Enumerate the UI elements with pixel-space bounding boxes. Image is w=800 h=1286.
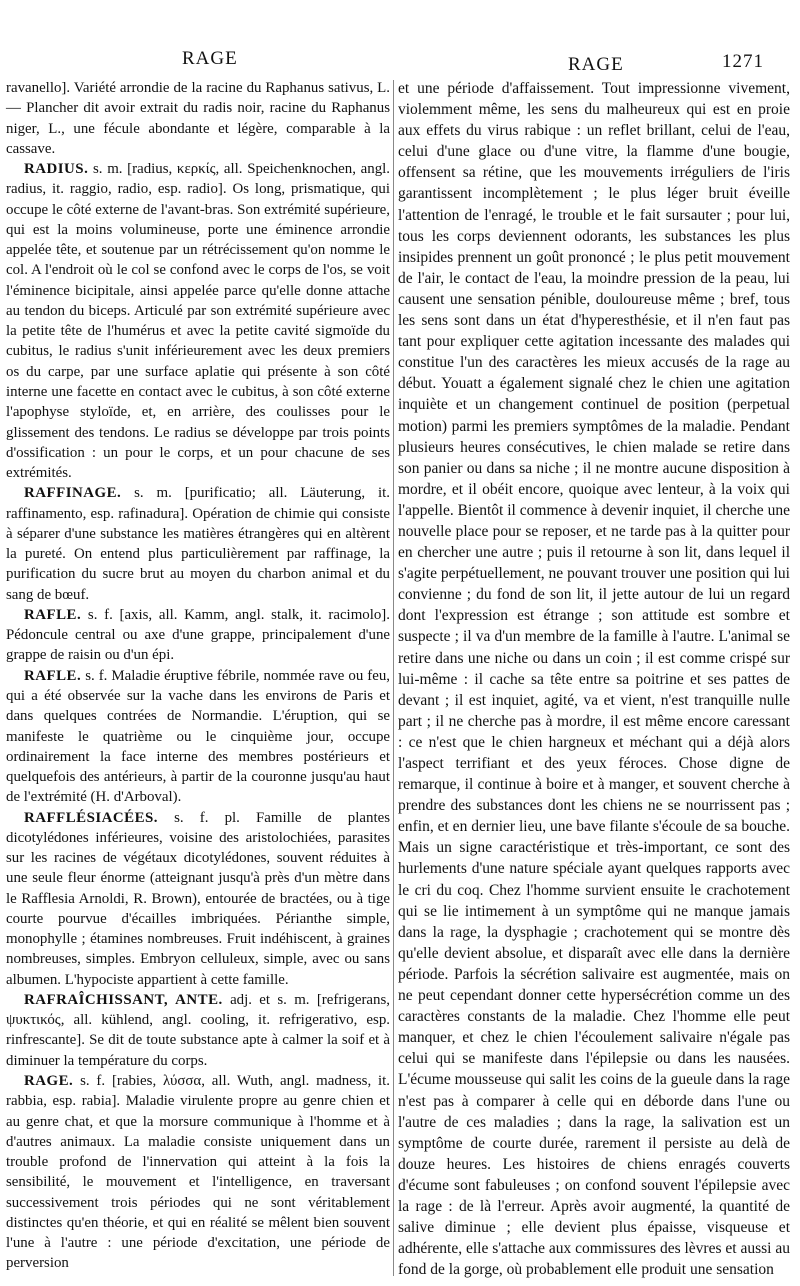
entry: et une période d'affaissement. Tout impressionne vivement, violemment même, les sens du malheureux qui est en proie aux effets du virus rabique : un reflet brillant, celui de l'eau, celui d'une glace ou d'une vitre, la flamme d'une bougie, offensent sa rétine, que les mouvements irréguliers de l'iris garantissent incomplètement ; le plus léger bruit éveille l'attention de l'enragé, le trouble et le fait sursauter ; pour lui, tous les corps deviennent odorants, les substances les plus insipides prennent un goût prononcé ; le plus petit mouvement de l'air, le contact de l'eau, la moindre pression de la peau, lui causent une sensation pénible, douloureuse même ; bref, tous les sens sont dans un état d'hyperesthésie, et il n'en faut pas tant pour expliquer cette agitation incessante des malades qui constitue l'un des caractères les mieux accusés de la rage au début. Youatt a également signalé chez le chien une agitation inquiète et un changement continuel de position (perpetual motion) parmi les premiers symptômes de la maladie. Pendant plusieurs heures consécutives, le chien malade se retire dans son panier ou dans sa niche ; il ne montre aucune disposition à mordre, et il obéit encore, quoique avec lenteur, à la voix qui l'appelle. Bientôt il commence à devenir inquiet, il cherche une nouvelle place pour se reposer, et ne tarde pas à la quitter pour en chercher une autre ; puis il retourne à son lit, dans lequel il s'agite perpétuellement, ne pouvant trouver une position qui lui convienne ; du fond de son lit, il jette autour de lui un regard dont l'expression est étrange ; son attitude est sombre et suspecte ; il va d'un membre de la famille à l'autre. L'animal se retire dans une niche ou dans un coin ; il est comme crispé sur lui-même : il cache sa tête entre sa poitrine et ses pattes de devant ; il est inquiet, agité, va et vient, n'est tranquille nulle part ; il ne cherche pas à mordre, il est même encore caressant : ce n'est que le chien hargneux et méchant qui a déjà alors l'aspect terrifiant et des yeux féroces. Chose digne de remarque, il continue à boire et à manger, et souvent cherche à prendre des substances dont les chiens ne se nourrissent pas ; enfin, et en dernier lieu, une bave filante s'écoule de sa bouche. Mais un signe caractéristique et très-important, ce sont des hurlements d'une nature spéciale ayant quelques rapports avec le cri du coq. Chez l'homme survient ensuite le crachotement qui se lie intimement à un symptôme qui ne manque jamais dans la rage, la dysphagie ; crachotement qui se montre dès qu'elle devient absolue, et disparaît avec elle dans la dernière période. Parfois la sécrétion salivaire est augmentée, mais on ne peut cependant donner cette hypersécrétion comme un des caractères constants de la maladie. Chez l'homme elle peut manquer, et chez le chien l'écoulement salivaire n'égale pas celui qui se manifeste dans l'épilepsie ou dans les nausées. L'écume mousseuse qui salit les coins de la gueule dans la rage n'est pas à comparer à celle qui en déborde dans l'une ou l'autre de ces maladies ; dans la rage, la salivation est un symptôme de courte durée, rarement il persiste au delà de douze heures. Les histoires de chiens enragés couverts d'écume sont fabuleuses ; on confond souvent l'épilepsie avec la rage : de là l'erreur. Après avoir augmenté, la quantité de salive diminue ; elle devient plus épaisse, visqueuse et adhérente, elle s'attache aux commissures des lèvres et aussi au fond de la gorge, où probablement elle produit une sensation <box>398 80 790 1279</box>
headword: RADIUS. <box>24 161 89 178</box>
entry: RAGE. s. f. [rabies, λύσσα, all. Wuth, angl. madness, it. rabbia, esp. rabia]. Maladie virulente propre au genre chien et au genre chat, et que la morsure communique à l'homme et à d'autres animaux. La maladie consiste uniquement dans un trouble profond de l'innervation qui atteint à la fois la sensibilité, le mouvement et l'intelligence, en traversant successivement trois périodes qui ne sont véritablement distinctes qu'en théorie, et qui en réalité se mêlent bien souvent l'une à l'autre : une période d'excitation, une période de perversion <box>6 1073 390 1272</box>
column-divider <box>393 80 394 1276</box>
entry: ravanello]. Variété arrondie de la racine du Raphanus sativus, L. — Plancher dit avoir extrait du radis noir, racine du Raphanus niger, L., une fécule abondante et légère, comparable à la cassave. <box>6 80 390 157</box>
entry: RAFRAÎCHISSANT, ANTE. adj. et s. m. [refrigerans, ψυκτικός, all. kühlend, angl. cooling, it. refrigerativo, esp. rinfrescante]. Se dit de toute substance apte à calmer la soif et à diminuer la température du corps. <box>6 991 390 1069</box>
entry: RADIUS. s. m. [radius, κερκίς, all. Speichenknochen, angl. radius, it. raggio, radio, esp. radio]. Os long, prismatique, qui occupe le côté externe de l'avant-bras. Son extrémité supérieure, qui est la moins volumineuse, porte une éminence arrondie appelée tête, et soutenue par un rétrécissement qu'on nomme le col. A l'endroit où le col se confond avec le corps de l'os, se voit l'éminence bicipitale, ainsi appelée parce qu'elle donne attache au tendon du biceps. Articulé par son extrémité supérieure avec la petite tête de l'humérus et avec la petite cavité sigmoïde du cubitus, le radius s'unit inférieurement avec les deux premiers os du carpe, par une surface aplatie qui présente à son côté interne une facette en contact avec le cubitus, à son côté externe l'apophyse styloïde, et, en arrière, des coulisses pour le glissement des tendons. Le radius se développe par trois points d'ossification : un pour le corps, et un pour chacune de ses extrémités. <box>6 161 390 482</box>
entry: RAFLE. s. f. [axis, all. Kamm, angl. stalk, it. racimolo]. Pédoncule central ou axe d'une grappe, principalement d'une grappe de raisin ou d'un épi. <box>6 606 390 664</box>
page-header <box>0 46 800 76</box>
running-head-left: RAGE <box>182 48 238 69</box>
left-column <box>6 78 390 1274</box>
headword: RAFLE. <box>24 667 82 684</box>
headword: RAGE. <box>24 1073 74 1090</box>
right-column <box>398 78 790 1280</box>
page-number: 1271 <box>722 51 764 72</box>
headword: RAFLE. <box>24 606 82 623</box>
entry: RAFLE. s. f. Maladie éruptive fébrile, nommée rave ou feu, qui a été observée sur la vache dans les environs de Paris et dans quelques contrées de Normandie. L'éruption, qui se manifeste le quatrième ou le cinquième jour, occupe ordinairement la face interne des membres postérieurs et quelquefois des antérieurs, à partir de la couronne jusqu'au haut de l'extrémité (H. d'Arboval). <box>6 667 390 806</box>
headword: RAFRAÎCHISSANT, ANTE. <box>24 991 223 1008</box>
headword: RAFFINAGE. <box>24 485 122 502</box>
entry: RAFFINAGE. s. m. [purificatio; all. Läuterung, it. raffinamento, esp. rafinadura]. Opération de chimie qui consiste à séparer d'une substance les matières étrangères qui en altèrent la pureté. On entend plus particulièrement par raffinage, la purification du sucre brut au moyen du charbon animal et du sang de bœuf. <box>6 485 390 603</box>
running-head-right: RAGE <box>568 54 624 75</box>
entry: RAFFLÉSIACÉES. s. f. pl. Famille de plantes dicotylédones inférieures, voisine des aristolochiées, parasites sur les racines de végétaux dicotylédones, souvent réduites à une seule fleur énorme (atteignant jusqu'à près d'un mètre dans le Rafflesia Arnoldi, R. Brown), entourée de bractées, ou à tige courte pourvue d'écailles imbriquées. Périanthe simple, monophylle ; étamines nombreuses. Fruit indéhiscent, à graines nombreuses, simples. Embryon celluleux, simple, avec ou sans albumen. L'hypociste appartient à cette famille. <box>6 809 390 988</box>
headword: RAFFLÉSIACÉES. <box>24 809 159 826</box>
